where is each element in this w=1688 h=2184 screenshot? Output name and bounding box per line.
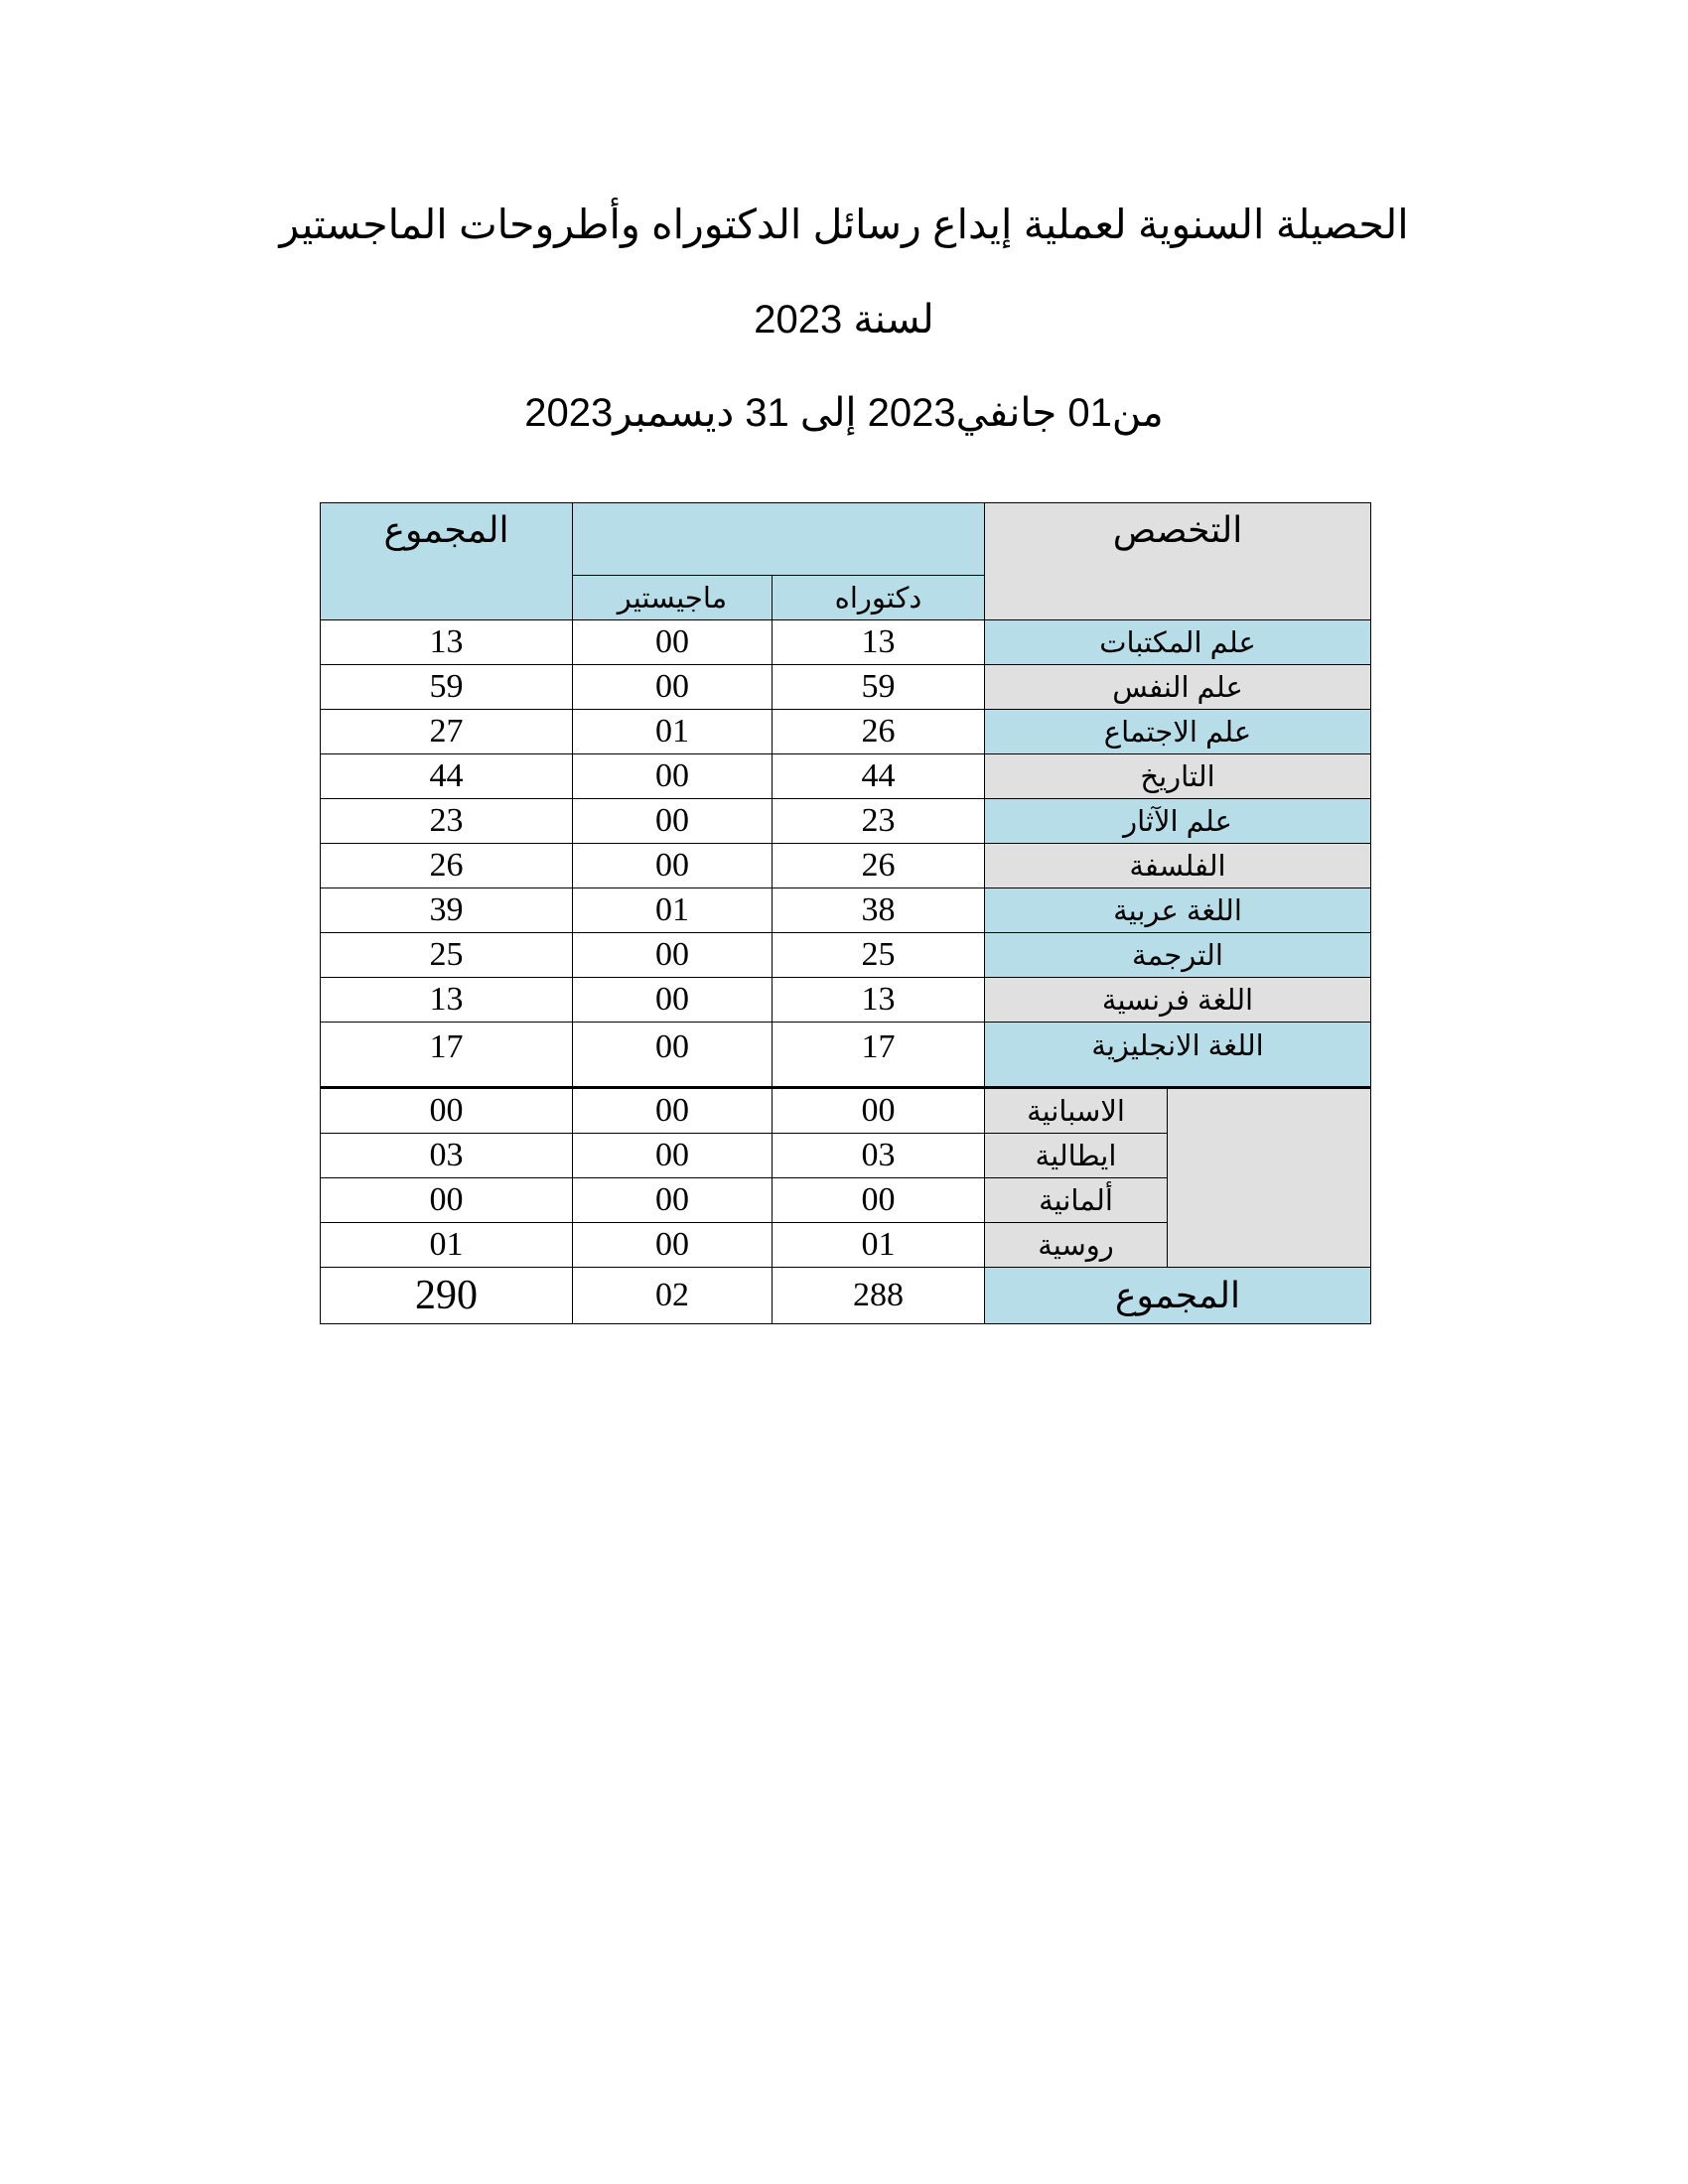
row-master: 00 [573, 1178, 773, 1223]
row-total: 03 [321, 1134, 573, 1178]
row-total: 39 [321, 888, 573, 933]
total-master: 02 [573, 1268, 773, 1324]
row-doctorate: 23 [773, 799, 985, 844]
row-specialty: الاسبانية [985, 1088, 1168, 1134]
row-doctorate: 01 [773, 1223, 985, 1268]
row-master: 01 [573, 888, 773, 933]
table-row [321, 754, 1371, 799]
row-total: 13 [321, 978, 573, 1023]
row-total: 13 [321, 620, 573, 665]
row-master: 01 [573, 710, 773, 754]
row-doctorate: 25 [773, 933, 985, 978]
row-total: 59 [321, 665, 573, 710]
row-total: 27 [321, 710, 573, 754]
table-row [321, 844, 1371, 888]
row-master: 00 [573, 799, 773, 844]
table-row [321, 1023, 1371, 1088]
row-total: 26 [321, 844, 573, 888]
table-row [321, 710, 1371, 754]
row-specialty: اللغة فرنسية [985, 978, 1371, 1023]
document-title: الحصيلة السنوية لعملية إيداع رسائل الدكتوراه وأطروحات الماجستير [279, 202, 1409, 247]
row-master: 00 [573, 933, 773, 978]
row-master: 00 [573, 620, 773, 665]
row-doctorate: 03 [773, 1134, 985, 1178]
total-row [321, 1268, 1371, 1324]
row-doctorate: 26 [773, 844, 985, 888]
row-master: 00 [573, 844, 773, 888]
document-period: من01 جانفي2023 إلى 31 ديسمبر2023 [524, 391, 1164, 435]
row-doctorate: 00 [773, 1178, 985, 1223]
table-row [321, 620, 1371, 665]
row-specialty: علم المكتبات [985, 620, 1371, 665]
total-doctorate: 288 [773, 1268, 985, 1324]
row-master: 00 [573, 978, 773, 1023]
row-total: 17 [321, 1023, 573, 1088]
header-doctorate: دكتوراه [773, 576, 985, 620]
deposits-table [320, 502, 1371, 1324]
row-master: 00 [573, 1223, 773, 1268]
row-specialty: الفلسفة [985, 844, 1371, 888]
row-doctorate: 44 [773, 754, 985, 799]
row-doctorate: 17 [773, 1023, 985, 1088]
row-master: 00 [573, 1088, 773, 1134]
table-row [321, 933, 1371, 978]
row-master: 00 [573, 754, 773, 799]
row-doctorate: 00 [773, 1088, 985, 1134]
row-specialty: التاريخ [985, 754, 1371, 799]
header-specialty: التخصص [985, 503, 1371, 620]
row-specialty: اللغة الانجليزية [985, 1023, 1371, 1088]
grand-total: 290 [321, 1268, 573, 1324]
header-degree-group [573, 503, 985, 576]
table-row [321, 888, 1371, 933]
table-row [321, 978, 1371, 1023]
row-specialty: الترجمة [985, 933, 1371, 978]
row-specialty: علم الآثار [985, 799, 1371, 844]
row-total: 00 [321, 1088, 573, 1134]
row-specialty: علم النفس [985, 665, 1371, 710]
row-doctorate: 13 [773, 978, 985, 1023]
row-doctorate: 13 [773, 620, 985, 665]
row-doctorate: 26 [773, 710, 985, 754]
row-total: 44 [321, 754, 573, 799]
document-year: لسنة 2023 [754, 298, 934, 341]
row-master: 00 [573, 665, 773, 710]
row-specialty: ايطالية [985, 1134, 1168, 1178]
table-row [321, 799, 1371, 844]
row-specialty: ألمانية [985, 1178, 1168, 1223]
row-specialty: علم الاجتماع [985, 710, 1371, 754]
languages-group-cell [1168, 1088, 1371, 1268]
row-master: 00 [573, 1134, 773, 1178]
table-row [321, 665, 1371, 710]
table-row [321, 1088, 1371, 1134]
total-label: المجموع [985, 1268, 1371, 1324]
header-total: المجموع [321, 503, 573, 620]
row-specialty: اللغة عربية [985, 888, 1371, 933]
row-doctorate: 38 [773, 888, 985, 933]
row-specialty: روسية [985, 1223, 1168, 1268]
row-doctorate: 59 [773, 665, 985, 710]
row-total: 25 [321, 933, 573, 978]
row-total: 00 [321, 1178, 573, 1223]
header-master: ماجيستير [573, 576, 773, 620]
row-total: 23 [321, 799, 573, 844]
row-master: 00 [573, 1023, 773, 1088]
row-total: 01 [321, 1223, 573, 1268]
